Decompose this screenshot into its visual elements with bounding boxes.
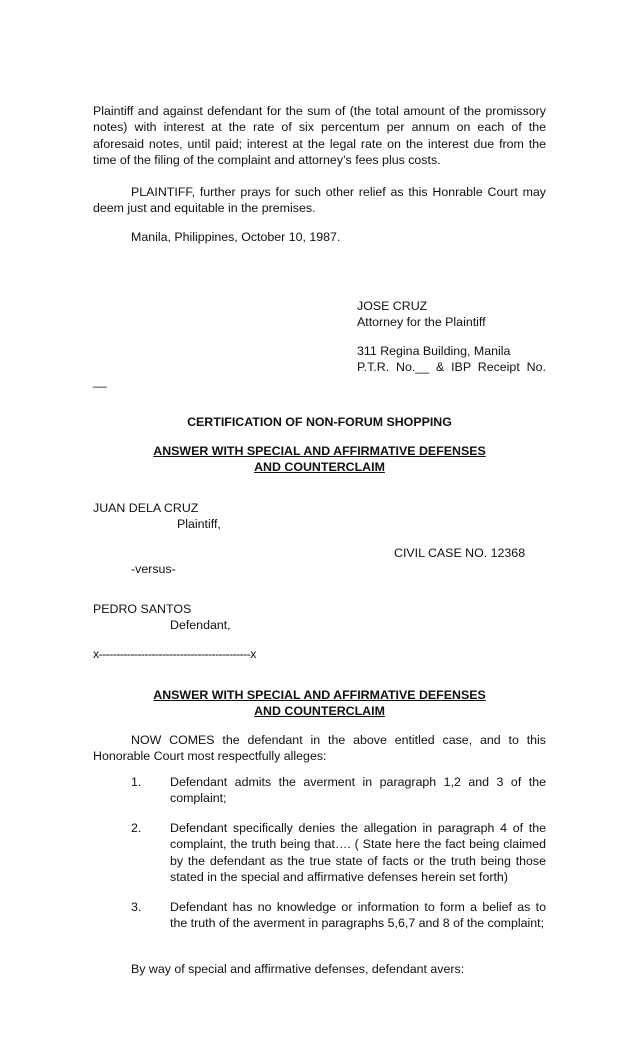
attorney-name: JOSE CRUZ: [357, 299, 428, 313]
plaintiff-name: JUAN DELA CRUZ: [93, 501, 199, 515]
intro-paragraph: NOW COMES the defendant in the above entitled case, and to this Honorable Court most respectfully alleges:: [93, 733, 546, 764]
plaintiff-label: Plaintiff,: [177, 517, 221, 531]
place-date: Manila, Philippines, October 10, 1987.: [131, 230, 341, 244]
versus-label: -versus-: [131, 562, 176, 576]
answer-heading-line2: AND COUNTERCLAIM: [254, 704, 385, 718]
attorney-title: Attorney for the Plaintiff: [357, 315, 486, 329]
answer-heading-line1: ANSWER WITH SPECIAL AND AFFIRMATIVE DEFENSES: [153, 444, 486, 458]
certification-heading: CERTIFICATION OF NON-FORUM SHOPPING: [187, 415, 452, 429]
closing-paragraph: By way of special and affirmative defenses, defendant avers:: [131, 962, 465, 976]
case-number: CIVIL CASE NO. 12368: [394, 546, 526, 560]
item-number: 3.: [131, 900, 142, 914]
ptr-continuation: __: [93, 374, 107, 388]
caption-separator: x-------------------------------------------x: [93, 647, 256, 661]
item-text: Defendant specifically denies the allegation in paragraph 4 of the complaint, the truth being that…. ( State here the fact being claimed by the defendant as the true state of facts or the truth being those stated in the special and affirmative defenses herein set forth): [170, 821, 546, 884]
item-text: Defendant has no knowledge or information to form a belief as to the truth of the averment in paragraphs 5,6,7 and 8 of the complaint;: [170, 900, 546, 931]
ptr-line: P.T.R. No.__ & IBP Receipt No.: [357, 360, 546, 374]
answer-heading-line2: AND COUNTERCLAIM: [254, 460, 385, 474]
item-number: 1.: [131, 775, 142, 789]
prayer-paragraph: Plaintiff and against defendant for the sum of (the total amount of the promissory notes) with interest at the rate of six percentum per annum on each of the aforesaid notes, until paid; interest at the legal rate on the interest due from the time of the filing of the complaint and attorney’s fees plus costs.: [93, 104, 546, 167]
defendant-label: Defendant,: [170, 618, 231, 632]
item-number: 2.: [131, 821, 142, 835]
answer-heading-line1: ANSWER WITH SPECIAL AND AFFIRMATIVE DEFENSES: [153, 688, 486, 702]
item-text: Defendant admits the averment in paragraph 1,2 and 3 of the complaint;: [170, 775, 546, 806]
relief-paragraph: PLAINTIFF, further prays for such other relief as this Honrable Court may deem just and equitable in the premises.: [93, 185, 546, 216]
attorney-address: 311 Regina Building, Manila: [357, 344, 511, 358]
defendant-name: PEDRO SANTOS: [93, 602, 192, 616]
